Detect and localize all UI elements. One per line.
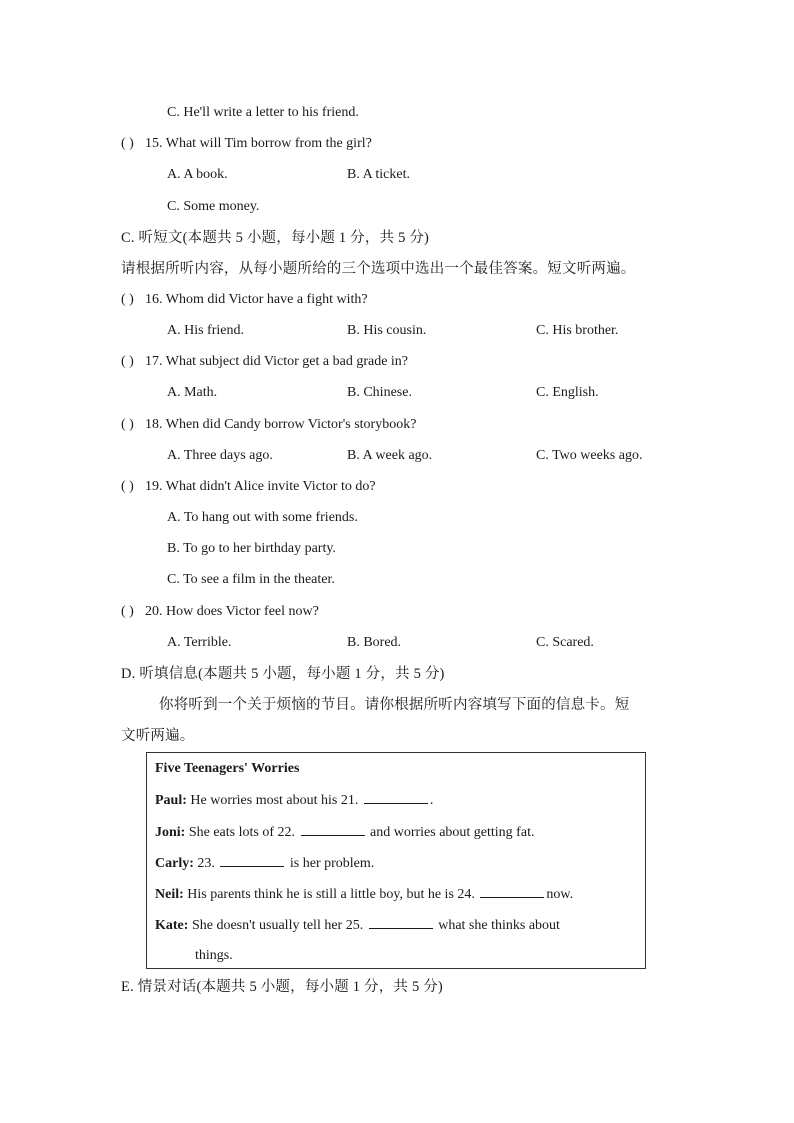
info-row-name: Paul: xyxy=(155,793,187,808)
section-d-instruction-line1: 你将听到一个关于烦恼的节目。请你根据所听内容填写下面的信息卡。短 xyxy=(159,697,630,713)
section-e-title: E. 情景对话(本题共 5 小题，每小题 1 分，共 5 分) xyxy=(121,979,443,995)
section-d-title: D. 听填信息(本题共 5 小题，每小题 1 分，共 5 分) xyxy=(121,666,445,682)
info-row-text-before: She eats lots of 22. xyxy=(185,825,299,840)
q18-answer-paren: ( ) xyxy=(121,417,134,432)
q15-option-c: C. Some money. xyxy=(167,199,260,214)
q20-stem: 20. How does Victor feel now? xyxy=(145,604,319,619)
q17-option-c: C. English. xyxy=(536,385,599,400)
answer-blank-25[interactable] xyxy=(369,916,433,929)
info-row-name: Joni: xyxy=(155,825,186,840)
q16-option-c: C. His brother. xyxy=(536,323,619,338)
info-row-name: Carly: xyxy=(155,856,194,871)
info-card-title: Five Teenagers' Worries xyxy=(155,761,300,776)
q18-option-c: C. Two weeks ago. xyxy=(536,448,643,463)
q15-answer-paren: ( ) xyxy=(121,136,134,151)
q16-answer-paren: ( ) xyxy=(121,292,134,307)
q20-option-a: A. Terrible. xyxy=(167,635,232,650)
info-row-text-after: and worries about getting fat. xyxy=(366,825,535,840)
q17-option-a: A. Math. xyxy=(167,385,218,400)
info-row-text-after: is her problem. xyxy=(286,856,375,871)
info-row-name: Kate: xyxy=(155,918,189,933)
q20-option-b: B. Bored. xyxy=(347,635,402,650)
q15-option-a: A. A book. xyxy=(167,167,228,182)
q19-option-c: C. To see a film in the theater. xyxy=(167,572,335,587)
info-row-text-after: what she thinks about xyxy=(434,918,560,933)
q14-option-c: C. He'll write a letter to his friend. xyxy=(167,105,359,120)
info-card xyxy=(146,752,646,969)
info-row-text-before: He worries most about his 21. xyxy=(186,793,362,808)
q18-option-a: A. Three days ago. xyxy=(167,448,273,463)
q15-option-b: B. A ticket. xyxy=(347,167,410,182)
q18-stem: 18. When did Candy borrow Victor's storybook? xyxy=(145,417,417,432)
info-row-text-before: His parents think he is still a little boy, but he is 24. xyxy=(183,887,479,902)
q17-stem: 17. What subject did Victor get a bad grade in? xyxy=(145,354,409,369)
q18-option-b: B. A week ago. xyxy=(347,448,433,463)
q16-option-a: A. His friend. xyxy=(167,323,244,338)
info-row-paul xyxy=(155,791,433,810)
info-row-carly xyxy=(155,854,374,873)
answer-blank-21[interactable] xyxy=(364,791,428,804)
info-row-text-after: now. xyxy=(546,887,574,902)
q19-option-b: B. To go to her birthday party. xyxy=(167,541,336,556)
section-d-instruction-line2: 文听两遍。 xyxy=(121,728,195,744)
answer-blank-23[interactable] xyxy=(220,854,284,867)
info-row-text-after: . xyxy=(429,793,434,808)
q17-option-b: B. Chinese. xyxy=(347,385,412,400)
info-row-kate xyxy=(155,916,560,935)
info-row-text-before: She doesn't usually tell her 25. xyxy=(188,918,367,933)
q16-option-b: B. His cousin. xyxy=(347,323,427,338)
info-row-kate-continued: things. xyxy=(195,948,233,963)
answer-blank-22[interactable] xyxy=(301,823,365,836)
q20-answer-paren: ( ) xyxy=(121,604,134,619)
info-row-joni xyxy=(155,823,534,842)
q19-option-a: A. To hang out with some friends. xyxy=(167,510,358,525)
q19-stem: 19. What didn't Alice invite Victor to do? xyxy=(145,479,376,494)
section-c-title: C. 听短文(本题共 5 小题，每小题 1 分，共 5 分) xyxy=(121,230,430,246)
q15-stem: 15. What will Tim borrow from the girl? xyxy=(145,136,372,151)
info-row-name: Neil: xyxy=(155,887,184,902)
q20-option-c: C. Scared. xyxy=(536,635,594,650)
q16-stem: 16. Whom did Victor have a fight with? xyxy=(145,292,368,307)
info-row-text-before: 23. xyxy=(193,856,219,871)
section-c-instruction: 请根据所听内容，从每小题所给的三个选项中选出一个最佳答案。短文听两遍。 xyxy=(121,261,636,277)
q17-answer-paren: ( ) xyxy=(121,354,134,369)
info-row-neil xyxy=(155,885,573,904)
answer-blank-24[interactable] xyxy=(480,885,544,898)
q19-answer-paren: ( ) xyxy=(121,479,134,494)
